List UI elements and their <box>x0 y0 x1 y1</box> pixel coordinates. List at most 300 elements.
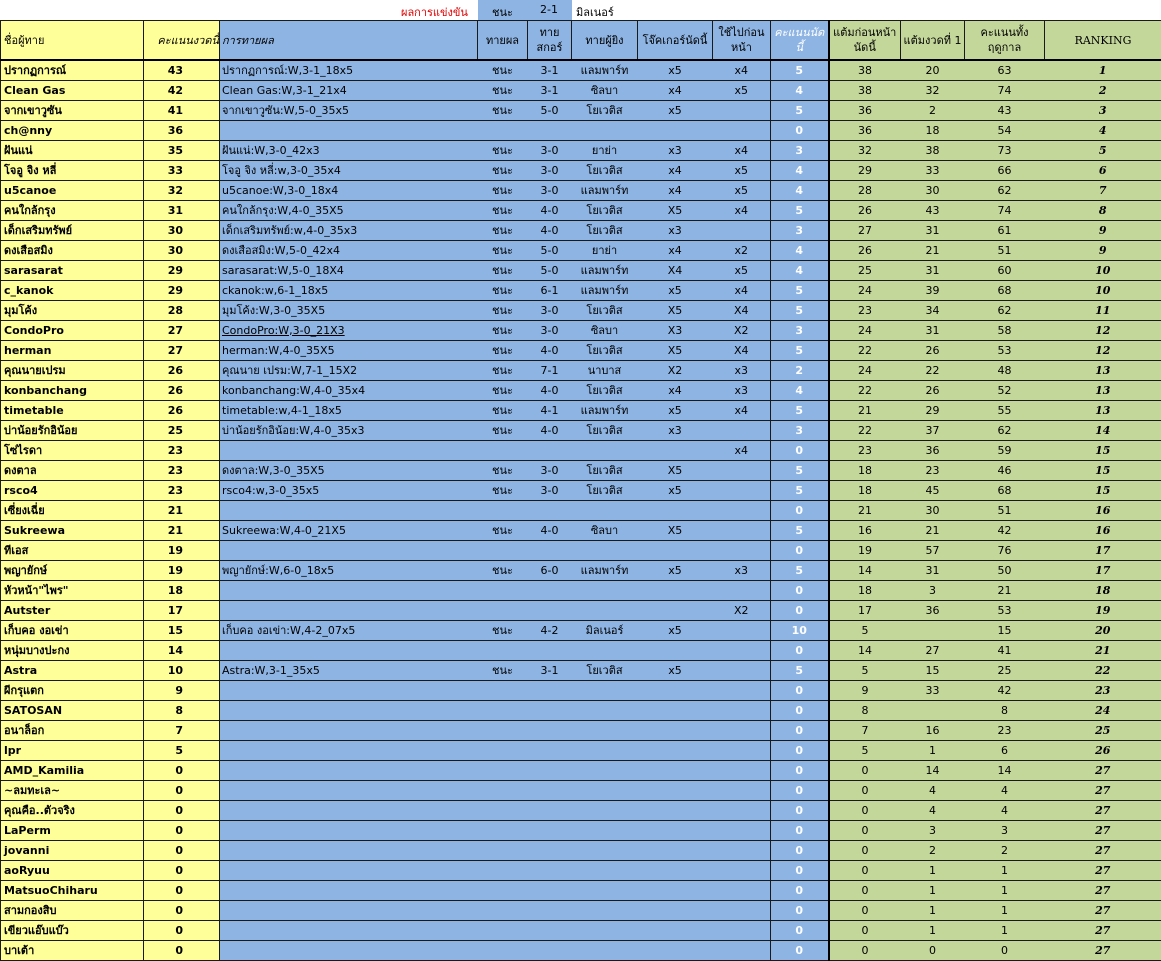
cell-name[interactable]: ผีกรุแตก <box>1 681 144 701</box>
cell-score[interactable]: 3-1 <box>528 81 572 101</box>
cell-week1-points[interactable]: 18 <box>901 121 965 141</box>
cell-round-points[interactable]: 4 <box>771 241 829 261</box>
table-row[interactable] <box>1 661 1161 681</box>
cell-name[interactable]: MatsuoChiharu <box>1 881 144 901</box>
cell-joker[interactable] <box>638 821 713 841</box>
cell-scorer[interactable]: แลมพาร์ท <box>572 181 638 201</box>
cell-joker[interactable] <box>638 881 713 901</box>
cell-season-points[interactable]: 41 <box>965 641 1045 661</box>
cell-week1-points[interactable]: 36 <box>901 441 965 461</box>
cell-prediction[interactable]: Clean Gas:W,3-1_21x4 <box>220 81 478 101</box>
cell-week1-points[interactable]: 38 <box>901 141 965 161</box>
cell-name[interactable]: timetable <box>1 401 144 421</box>
cell-name[interactable]: บาเต้า <box>1 941 144 961</box>
cell-week1-points[interactable]: 39 <box>901 281 965 301</box>
cell-name[interactable]: Autster <box>1 601 144 621</box>
cell-round-points[interactable]: 0 <box>771 681 829 701</box>
cell-ranking[interactable]: 5 <box>1045 141 1161 161</box>
table-row[interactable] <box>1 261 1161 281</box>
cell-season-points[interactable]: 51 <box>965 241 1045 261</box>
table-row[interactable] <box>1 301 1161 321</box>
cell-score[interactable] <box>528 121 572 141</box>
cell-week-points[interactable]: 19 <box>144 561 220 581</box>
cell-round-points[interactable]: 0 <box>771 761 829 781</box>
cell-joker[interactable] <box>638 781 713 801</box>
cell-scorer[interactable] <box>572 581 638 601</box>
cell-joker[interactable]: x5 <box>638 621 713 641</box>
cell-prediction[interactable]: คุณนาย เปรม:W,7-1_15X2 <box>220 361 478 381</box>
cell-name[interactable]: พญายักษ์ <box>1 561 144 581</box>
cell-joker[interactable] <box>638 841 713 861</box>
cell-week-points[interactable]: 8 <box>144 701 220 721</box>
cell-result[interactable] <box>478 901 528 921</box>
cell-prev-points[interactable]: 0 <box>829 881 901 901</box>
cell-name[interactable]: ch@nny <box>1 121 144 141</box>
cell-round-points[interactable]: 5 <box>771 481 829 501</box>
cell-joker[interactable]: x3 <box>638 421 713 441</box>
cell-scorer[interactable]: โยเวติส <box>572 221 638 241</box>
cell-season-points[interactable]: 8 <box>965 701 1045 721</box>
cell-prediction[interactable]: บ่าน้อยรักอิน้อย:W,4-0_35x3 <box>220 421 478 441</box>
cell-week1-points[interactable]: 32 <box>901 81 965 101</box>
cell-used-before[interactable] <box>713 741 771 761</box>
cell-scorer[interactable] <box>572 881 638 901</box>
cell-ranking[interactable]: 27 <box>1045 861 1161 881</box>
cell-season-points[interactable]: 74 <box>965 81 1045 101</box>
cell-score[interactable] <box>528 641 572 661</box>
cell-result[interactable] <box>478 701 528 721</box>
cell-score[interactable] <box>528 841 572 861</box>
cell-score[interactable]: 3-0 <box>528 141 572 161</box>
table-row[interactable] <box>1 801 1161 821</box>
cell-joker[interactable] <box>638 121 713 141</box>
cell-used-before[interactable]: x4 <box>713 281 771 301</box>
cell-joker[interactable] <box>638 941 713 961</box>
cell-ranking[interactable]: 2 <box>1045 81 1161 101</box>
cell-season-points[interactable]: 50 <box>965 561 1045 581</box>
cell-season-points[interactable]: 73 <box>965 141 1045 161</box>
cell-result[interactable] <box>478 441 528 461</box>
cell-score[interactable] <box>528 761 572 781</box>
cell-prediction[interactable]: ดงเสือสมิง:W,5-0_42x4 <box>220 241 478 261</box>
cell-prev-points[interactable]: 24 <box>829 361 901 381</box>
cell-joker[interactable]: X2 <box>638 361 713 381</box>
cell-round-points[interactable]: 0 <box>771 701 829 721</box>
cell-result[interactable]: ชนะ <box>478 421 528 441</box>
cell-used-before[interactable] <box>713 901 771 921</box>
cell-week1-points[interactable]: 27 <box>901 641 965 661</box>
cell-joker[interactable] <box>638 501 713 521</box>
cell-prev-points[interactable]: 7 <box>829 721 901 741</box>
cell-week1-points[interactable]: 15 <box>901 661 965 681</box>
cell-score[interactable] <box>528 581 572 601</box>
table-row[interactable] <box>1 641 1161 661</box>
cell-name[interactable]: คุณคือ..ตัวจริง <box>1 801 144 821</box>
cell-scorer[interactable]: แลมพาร์ท <box>572 401 638 421</box>
cell-week-points[interactable]: 7 <box>144 721 220 741</box>
cell-week-points[interactable]: 32 <box>144 181 220 201</box>
cell-scorer[interactable]: โยเวติส <box>572 461 638 481</box>
cell-joker[interactable]: x3 <box>638 221 713 241</box>
cell-ranking[interactable]: 25 <box>1045 721 1161 741</box>
cell-week1-points[interactable]: 43 <box>901 201 965 221</box>
cell-prev-points[interactable]: 22 <box>829 381 901 401</box>
cell-prediction[interactable] <box>220 541 478 561</box>
cell-scorer[interactable]: โยเวติส <box>572 341 638 361</box>
cell-name[interactable]: ปรากฏการณ์ <box>1 60 144 81</box>
cell-prev-points[interactable]: 0 <box>829 901 901 921</box>
table-row[interactable] <box>1 81 1161 101</box>
cell-joker[interactable]: x4 <box>638 181 713 201</box>
cell-week-points[interactable]: 31 <box>144 201 220 221</box>
cell-week-points[interactable]: 0 <box>144 761 220 781</box>
cell-scorer[interactable] <box>572 901 638 921</box>
cell-result[interactable] <box>478 581 528 601</box>
cell-season-points[interactable]: 46 <box>965 461 1045 481</box>
cell-week1-points[interactable]: 16 <box>901 721 965 741</box>
cell-season-points[interactable]: 62 <box>965 301 1045 321</box>
cell-score[interactable]: 4-0 <box>528 521 572 541</box>
cell-prediction[interactable]: ปรากฏการณ์:W,3-1_18x5 <box>220 60 478 81</box>
cell-round-points[interactable]: 3 <box>771 321 829 341</box>
cell-week-points[interactable]: 41 <box>144 101 220 121</box>
cell-week1-points[interactable]: 2 <box>901 841 965 861</box>
cell-score[interactable] <box>528 681 572 701</box>
cell-season-points[interactable]: 15 <box>965 621 1045 641</box>
table-row[interactable] <box>1 321 1161 341</box>
cell-scorer[interactable] <box>572 941 638 961</box>
cell-season-points[interactable]: 43 <box>965 101 1045 121</box>
cell-result[interactable] <box>478 721 528 741</box>
cell-ranking[interactable]: 27 <box>1045 841 1161 861</box>
cell-score[interactable]: 4-0 <box>528 381 572 401</box>
cell-joker[interactable] <box>638 901 713 921</box>
cell-season-points[interactable]: 1 <box>965 861 1045 881</box>
cell-week1-points[interactable]: 22 <box>901 361 965 381</box>
cell-joker[interactable]: X3 <box>638 321 713 341</box>
cell-season-points[interactable]: 51 <box>965 501 1045 521</box>
cell-prev-points[interactable]: 0 <box>829 761 901 781</box>
cell-prev-points[interactable]: 24 <box>829 321 901 341</box>
cell-prev-points[interactable]: 14 <box>829 561 901 581</box>
cell-ranking[interactable]: 27 <box>1045 801 1161 821</box>
cell-round-points[interactable]: 5 <box>771 461 829 481</box>
cell-joker[interactable]: x3 <box>638 141 713 161</box>
cell-score[interactable]: 5-0 <box>528 101 572 121</box>
cell-prev-points[interactable]: 28 <box>829 181 901 201</box>
table-row[interactable] <box>1 581 1161 601</box>
cell-name[interactable]: CondoPro <box>1 321 144 341</box>
cell-scorer[interactable] <box>572 921 638 941</box>
cell-round-points[interactable]: 4 <box>771 181 829 201</box>
cell-used-before[interactable]: x5 <box>713 261 771 281</box>
cell-scorer[interactable]: แลมพาร์ท <box>572 281 638 301</box>
cell-round-points[interactable]: 5 <box>771 101 829 121</box>
cell-used-before[interactable] <box>713 661 771 681</box>
cell-result[interactable] <box>478 601 528 621</box>
cell-used-before[interactable]: x4 <box>713 141 771 161</box>
cell-week1-points[interactable]: 3 <box>901 821 965 841</box>
cell-prediction[interactable] <box>220 821 478 841</box>
cell-name[interactable]: ทีเอส <box>1 541 144 561</box>
cell-scorer[interactable]: ซิลบา <box>572 321 638 341</box>
cell-result[interactable]: ชนะ <box>478 521 528 541</box>
cell-ranking[interactable]: 21 <box>1045 641 1161 661</box>
cell-prev-points[interactable]: 36 <box>829 101 901 121</box>
cell-prediction[interactable] <box>220 901 478 921</box>
cell-name[interactable]: lpr <box>1 741 144 761</box>
cell-season-points[interactable]: 4 <box>965 801 1045 821</box>
cell-season-points[interactable]: 62 <box>965 181 1045 201</box>
cell-result[interactable]: ชนะ <box>478 181 528 201</box>
cell-prev-points[interactable]: 0 <box>829 841 901 861</box>
cell-week1-points[interactable]: 57 <box>901 541 965 561</box>
cell-ranking[interactable]: 27 <box>1045 781 1161 801</box>
cell-scorer[interactable]: มิลเนอร์ <box>572 621 638 641</box>
cell-result[interactable] <box>478 821 528 841</box>
cell-joker[interactable]: x4 <box>638 81 713 101</box>
cell-week-points[interactable]: 0 <box>144 861 220 881</box>
cell-prev-points[interactable]: 9 <box>829 681 901 701</box>
cell-week1-points[interactable]: 0 <box>901 941 965 961</box>
cell-joker[interactable] <box>638 541 713 561</box>
cell-round-points[interactable]: 5 <box>771 341 829 361</box>
cell-week-points[interactable]: 33 <box>144 161 220 181</box>
cell-week1-points[interactable]: 33 <box>901 681 965 701</box>
cell-season-points[interactable]: 74 <box>965 201 1045 221</box>
cell-name[interactable]: หัวหน้า"ไพร" <box>1 581 144 601</box>
cell-scorer[interactable]: ซิลบา <box>572 81 638 101</box>
cell-prediction[interactable]: Sukreewa:W,4-0_21X5 <box>220 521 478 541</box>
cell-prediction[interactable] <box>220 641 478 661</box>
cell-week-points[interactable]: 0 <box>144 941 220 961</box>
cell-round-points[interactable]: 0 <box>771 781 829 801</box>
cell-prediction[interactable]: จากเขาวูซัน:W,5-0_35x5 <box>220 101 478 121</box>
cell-prediction[interactable] <box>220 841 478 861</box>
cell-ranking[interactable]: 19 <box>1045 601 1161 621</box>
cell-season-points[interactable]: 68 <box>965 281 1045 301</box>
cell-week1-points[interactable]: 30 <box>901 501 965 521</box>
cell-ranking[interactable]: 9 <box>1045 221 1161 241</box>
cell-used-before[interactable] <box>713 521 771 541</box>
cell-prev-points[interactable]: 5 <box>829 621 901 641</box>
cell-name[interactable]: aoRyuu <box>1 861 144 881</box>
cell-prediction[interactable] <box>220 121 478 141</box>
cell-scorer[interactable] <box>572 821 638 841</box>
cell-prev-points[interactable]: 25 <box>829 261 901 281</box>
cell-season-points[interactable]: 61 <box>965 221 1045 241</box>
cell-ranking[interactable]: 9 <box>1045 241 1161 261</box>
cell-used-before[interactable] <box>713 761 771 781</box>
cell-score[interactable]: 4-0 <box>528 421 572 441</box>
cell-season-points[interactable]: 59 <box>965 441 1045 461</box>
cell-season-points[interactable]: 53 <box>965 341 1045 361</box>
cell-round-points[interactable]: 0 <box>771 601 829 621</box>
cell-prev-points[interactable]: 18 <box>829 461 901 481</box>
cell-ranking[interactable]: 27 <box>1045 821 1161 841</box>
cell-joker[interactable] <box>638 761 713 781</box>
cell-week-points[interactable]: 25 <box>144 421 220 441</box>
cell-prev-points[interactable]: 0 <box>829 801 901 821</box>
cell-scorer[interactable] <box>572 681 638 701</box>
cell-week-points[interactable]: 0 <box>144 801 220 821</box>
cell-week-points[interactable]: 26 <box>144 401 220 421</box>
cell-name[interactable]: c_kanok <box>1 281 144 301</box>
cell-used-before[interactable]: X2 <box>713 321 771 341</box>
cell-ranking[interactable]: 27 <box>1045 881 1161 901</box>
cell-score[interactable]: 4-2 <box>528 621 572 641</box>
cell-result[interactable] <box>478 841 528 861</box>
cell-name[interactable]: AMD_Kamilia <box>1 761 144 781</box>
cell-week-points[interactable]: 23 <box>144 481 220 501</box>
cell-prediction[interactable] <box>220 441 478 461</box>
cell-prediction[interactable]: เด็กเสริมทรัพย์:w,4-0_35x3 <box>220 221 478 241</box>
table-row[interactable] <box>1 121 1161 141</box>
cell-scorer[interactable] <box>572 721 638 741</box>
cell-used-before[interactable] <box>713 481 771 501</box>
cell-scorer[interactable] <box>572 541 638 561</box>
cell-week1-points[interactable]: 34 <box>901 301 965 321</box>
cell-name[interactable]: อนาล็อก <box>1 721 144 741</box>
cell-prediction[interactable]: timetable:w,4-1_18x5 <box>220 401 478 421</box>
table-row[interactable] <box>1 461 1161 481</box>
cell-joker[interactable]: X5 <box>638 301 713 321</box>
table-row[interactable] <box>1 521 1161 541</box>
cell-prediction[interactable]: ดงตาล:W,3-0_35X5 <box>220 461 478 481</box>
cell-score[interactable]: 3-0 <box>528 161 572 181</box>
cell-round-points[interactable]: 0 <box>771 901 829 921</box>
cell-round-points[interactable]: 0 <box>771 501 829 521</box>
cell-used-before[interactable] <box>713 721 771 741</box>
cell-round-points[interactable]: 0 <box>771 441 829 461</box>
cell-name[interactable]: u5canoe <box>1 181 144 201</box>
cell-prev-points[interactable]: 38 <box>829 81 901 101</box>
cell-prev-points[interactable]: 18 <box>829 581 901 601</box>
cell-name[interactable]: sarasarat <box>1 261 144 281</box>
cell-used-before[interactable]: X2 <box>713 601 771 621</box>
cell-used-before[interactable] <box>713 421 771 441</box>
cell-season-points[interactable]: 3 <box>965 821 1045 841</box>
cell-season-points[interactable]: 1 <box>965 881 1045 901</box>
cell-ranking[interactable]: 15 <box>1045 461 1161 481</box>
cell-name[interactable]: herman <box>1 341 144 361</box>
cell-prev-points[interactable]: 0 <box>829 861 901 881</box>
cell-prediction[interactable] <box>220 801 478 821</box>
table-row[interactable] <box>1 161 1161 181</box>
cell-week1-points[interactable] <box>901 621 965 641</box>
cell-season-points[interactable]: 21 <box>965 581 1045 601</box>
cell-ranking[interactable]: 27 <box>1045 901 1161 921</box>
cell-week1-points[interactable]: 31 <box>901 561 965 581</box>
table-row[interactable] <box>1 841 1161 861</box>
cell-name[interactable]: หนุ่มบางปะกง <box>1 641 144 661</box>
cell-prediction[interactable]: เก็บคอ งอเข่า:W,4-2_07x5 <box>220 621 478 641</box>
cell-name[interactable]: โซ่ไรดา <box>1 441 144 461</box>
cell-prediction[interactable] <box>220 701 478 721</box>
cell-round-points[interactable]: 2 <box>771 361 829 381</box>
cell-week1-points[interactable]: 2 <box>901 101 965 121</box>
cell-used-before[interactable] <box>713 921 771 941</box>
cell-round-points[interactable]: 5 <box>771 521 829 541</box>
cell-prev-points[interactable]: 18 <box>829 481 901 501</box>
table-row[interactable] <box>1 941 1161 961</box>
cell-season-points[interactable]: 14 <box>965 761 1045 781</box>
cell-week1-points[interactable]: 1 <box>901 741 965 761</box>
cell-score[interactable]: 4-1 <box>528 401 572 421</box>
table-row[interactable] <box>1 501 1161 521</box>
cell-scorer[interactable]: โยเวติส <box>572 301 638 321</box>
cell-joker[interactable]: x4 <box>638 161 713 181</box>
cell-name[interactable]: jovanni <box>1 841 144 861</box>
cell-scorer[interactable] <box>572 441 638 461</box>
cell-result[interactable] <box>478 921 528 941</box>
cell-season-points[interactable]: 1 <box>965 901 1045 921</box>
cell-season-points[interactable]: 23 <box>965 721 1045 741</box>
cell-used-before[interactable] <box>713 541 771 561</box>
cell-joker[interactable]: x5 <box>638 481 713 501</box>
cell-used-before[interactable] <box>713 861 771 881</box>
cell-joker[interactable]: X4 <box>638 261 713 281</box>
cell-score[interactable] <box>528 501 572 521</box>
cell-week-points[interactable]: 26 <box>144 361 220 381</box>
cell-score[interactable] <box>528 861 572 881</box>
cell-week-points[interactable]: 17 <box>144 601 220 621</box>
cell-round-points[interactable]: 5 <box>771 201 829 221</box>
cell-round-points[interactable]: 3 <box>771 221 829 241</box>
cell-prediction[interactable]: คนใกล้กรุง:W,4-0_35X5 <box>220 201 478 221</box>
cell-week1-points[interactable]: 21 <box>901 521 965 541</box>
cell-joker[interactable]: X5 <box>638 461 713 481</box>
cell-week-points[interactable]: 18 <box>144 581 220 601</box>
table-row[interactable] <box>1 701 1161 721</box>
cell-scorer[interactable] <box>572 761 638 781</box>
cell-season-points[interactable]: 48 <box>965 361 1045 381</box>
cell-result[interactable]: ชนะ <box>478 221 528 241</box>
cell-scorer[interactable] <box>572 501 638 521</box>
cell-week1-points[interactable]: 36 <box>901 601 965 621</box>
cell-prev-points[interactable]: 0 <box>829 821 901 841</box>
cell-round-points[interactable]: 5 <box>771 561 829 581</box>
cell-prev-points[interactable]: 23 <box>829 441 901 461</box>
cell-score[interactable]: 3-0 <box>528 321 572 341</box>
cell-prediction[interactable] <box>220 941 478 961</box>
cell-result[interactable]: ชนะ <box>478 201 528 221</box>
cell-ranking[interactable]: 15 <box>1045 441 1161 461</box>
cell-result[interactable]: ชนะ <box>478 241 528 261</box>
cell-week-points[interactable]: 35 <box>144 141 220 161</box>
cell-score[interactable]: 4-0 <box>528 341 572 361</box>
cell-used-before[interactable]: x4 <box>713 441 771 461</box>
cell-season-points[interactable]: 68 <box>965 481 1045 501</box>
cell-score[interactable] <box>528 941 572 961</box>
cell-season-points[interactable]: 58 <box>965 321 1045 341</box>
cell-season-points[interactable]: 63 <box>965 60 1045 81</box>
cell-ranking[interactable]: 1 <box>1045 60 1161 81</box>
cell-round-points[interactable]: 0 <box>771 861 829 881</box>
cell-result[interactable]: ชนะ <box>478 81 528 101</box>
cell-prediction[interactable]: sarasarat:W,5-0_18X4 <box>220 261 478 281</box>
cell-prediction[interactable]: ckanok:w,6-1_18x5 <box>220 281 478 301</box>
cell-score[interactable]: 3-0 <box>528 481 572 501</box>
table-row[interactable] <box>1 101 1161 121</box>
cell-round-points[interactable]: 5 <box>771 281 829 301</box>
cell-week1-points[interactable] <box>901 701 965 721</box>
cell-name[interactable]: โจอู จิง หลี่ <box>1 161 144 181</box>
cell-ranking[interactable]: 27 <box>1045 761 1161 781</box>
table-row[interactable] <box>1 281 1161 301</box>
cell-week1-points[interactable]: 21 <box>901 241 965 261</box>
cell-round-points[interactable]: 5 <box>771 401 829 421</box>
